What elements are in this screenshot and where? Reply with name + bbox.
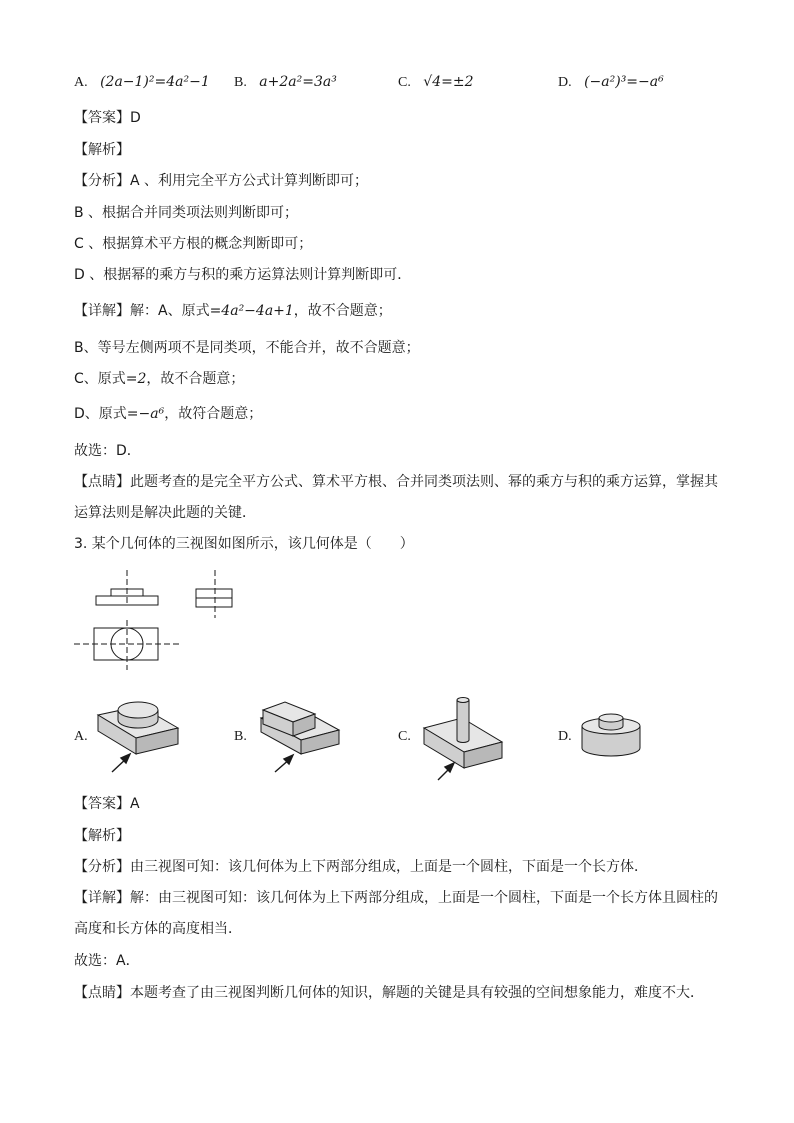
- detail-prefix: C、原式: [74, 371, 126, 387]
- detail-expr: =2: [125, 371, 147, 387]
- detail-prefix: 【详解】解：A、原式: [74, 303, 210, 319]
- analysis-line: 【分析】A 、利用完全平方公式计算判断即可；: [74, 173, 369, 189]
- detail-line: 【详解】解：由三视图可知：该几何体为上下两部分组成，上面是一个圆柱，下面是一个长方体且圆柱的: [74, 890, 718, 906]
- figure-option-label: D.: [558, 729, 572, 744]
- solid-b: [255, 696, 355, 780]
- detail-line-c: [74, 369, 244, 389]
- detail-suffix: ，故不合题意；: [293, 303, 392, 319]
- analysis-line: C 、根据算术平方根的概念判断即可；: [74, 236, 313, 252]
- option-expr: √4=±2: [423, 74, 474, 90]
- option-letter: B.: [234, 75, 247, 90]
- analysis-line: B 、根据合并同类项法则判断即可；: [74, 205, 299, 221]
- choose-line: 故选：A．: [74, 953, 140, 969]
- option-a: [74, 72, 210, 93]
- analysis-heading: 【解析】: [74, 828, 130, 844]
- side-view: [196, 570, 232, 618]
- answer-line: 【答案】A: [74, 796, 140, 812]
- detail-line-a: [74, 301, 392, 321]
- comment-line: 运算法则是解决此题的关键．: [74, 505, 256, 521]
- detail-suffix: ，故不合题意；: [146, 371, 245, 387]
- option-b: [234, 72, 337, 93]
- detail-line: 高度和长方体的高度相当．: [74, 921, 242, 937]
- analysis-heading: 【解析】: [74, 142, 130, 158]
- figure-option-label: B.: [234, 729, 247, 744]
- figure-option-label: C.: [398, 729, 411, 744]
- top-view: [74, 620, 182, 670]
- choose-line: 故选：D．: [74, 443, 141, 459]
- front-view: [96, 570, 158, 605]
- detail-prefix: D、原式: [74, 406, 127, 422]
- detail-line-b: B、等号左侧两项不是同类项，不能合并，故不合题意；: [74, 340, 420, 356]
- comment-line: 【点睛】此题考查的是完全平方公式、算术平方根、合并同类项法则、幂的乘方与积的乘方运算，掌握其: [74, 474, 718, 490]
- option-letter: C.: [398, 75, 411, 90]
- question-3-stem: 3. 某个几何体的三视图如图所示，该几何体是（ ）: [74, 536, 414, 552]
- solid-a: [90, 696, 190, 780]
- answer-line: 【答案】D: [74, 110, 141, 126]
- option-expr: (2a−1)²=4a²−1: [100, 74, 210, 90]
- solid-c: [418, 692, 518, 784]
- detail-suffix: ，故符合题意；: [164, 406, 263, 422]
- detail-expr: =4a²−4a+1: [209, 303, 294, 319]
- figure-option-label: A.: [74, 729, 88, 744]
- option-c: [398, 72, 474, 93]
- option-expr: a+2a²=3a³: [259, 74, 337, 90]
- option-expr: (−a²)³=−a⁶: [584, 74, 664, 90]
- three-view-figure: [70, 568, 240, 680]
- option-letter: D.: [558, 75, 572, 90]
- detail-expr: =−a⁶: [126, 406, 165, 422]
- analysis-line: 【分析】由三视图可知：该几何体为上下两部分组成，上面是一个圆柱，下面是一个长方体．: [74, 859, 648, 875]
- comment-line: 【点睛】本题考查了由三视图判断几何体的知识，解题的关键是具有较强的空间想象能力，难度不大．: [74, 985, 704, 1001]
- analysis-line: D 、根据幂的乘方与积的乘方运算法则计算判断即可．: [74, 267, 412, 283]
- detail-line-d: [74, 404, 262, 424]
- option-d: [558, 72, 664, 93]
- solid-d: [580, 712, 642, 758]
- option-letter: A.: [74, 75, 88, 90]
